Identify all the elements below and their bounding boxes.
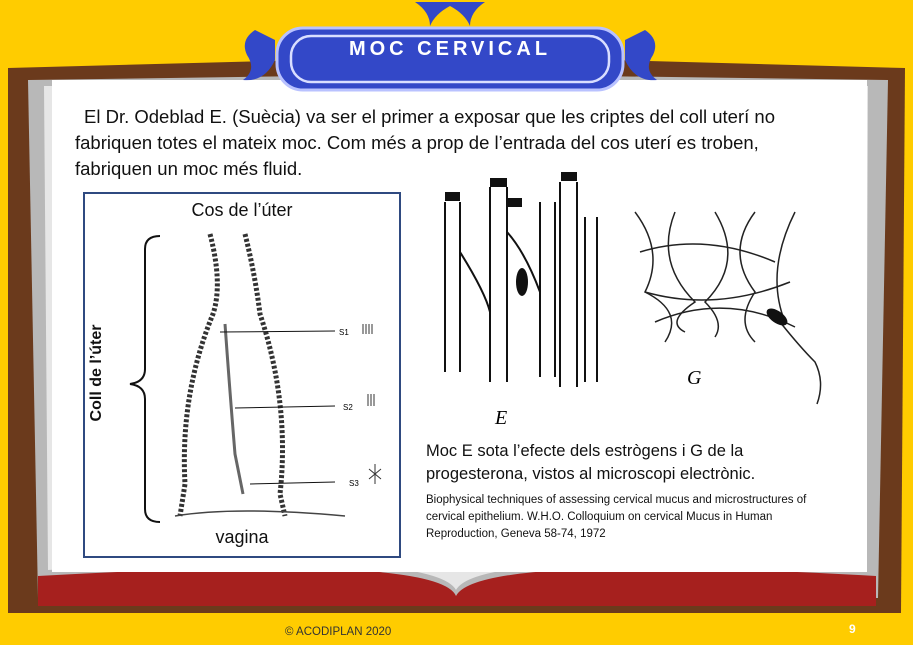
vagina-label: vagina	[215, 527, 269, 547]
uterus-body-label: Cos de l’úter	[191, 200, 293, 220]
cervix-drawing	[85, 194, 399, 556]
cervix-diagram-box	[83, 192, 401, 558]
citation: Biophysical techniques of assessing cervical mucus and microstructures of cervical epithelium. W.H.O. Colloquium on cervical Mucus in Human Reproduction, Geneva 58-74, 1972	[426, 494, 807, 540]
marker-s1: S1	[339, 328, 349, 337]
intro-paragraph: El Dr. Odeblad E. (Suècia) va ser el primer a exposar que les criptes del coll uterí no fabriquen totes el mateix moc. Com més a prop de l’entrada del cos uterí es troben, fabriquen un moc més fluid.	[75, 106, 775, 179]
cervix-label: Coll de l’úter	[88, 324, 105, 422]
page-number: 9	[849, 622, 856, 636]
e-label: E	[495, 407, 508, 429]
marker-s3: S3	[349, 479, 359, 488]
figure-caption: Moc E sota l’efecte dels estrògens i G de la progesterona, vistos al microscopi electrònic.	[426, 442, 756, 483]
marker-s2: S2	[343, 403, 353, 412]
copyright: © ACODIPLAN 2020	[285, 626, 392, 638]
banner-title: MOC CERVICAL	[348, 38, 552, 60]
g-label: G	[687, 367, 702, 389]
mucus-microscopy-drawings	[425, 172, 835, 430]
